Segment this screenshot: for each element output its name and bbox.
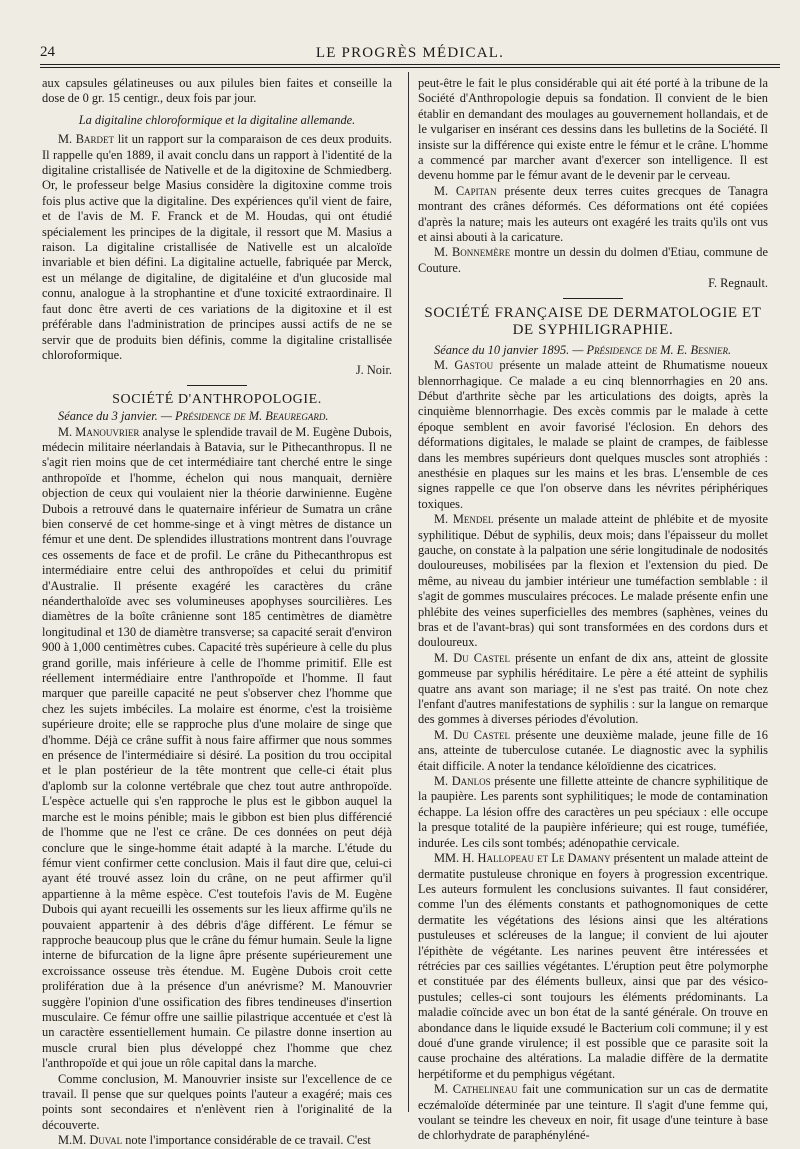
- speaker-name: M. Manouvrier: [58, 424, 140, 439]
- speaker-name: M. Bonnemère: [434, 245, 511, 260]
- speaker-name: M. Mendel: [434, 512, 494, 527]
- paragraph: M. Mendel présente un malade atteint de phlébite et de myosite syphilitique. Début de syphilis, deux mois; dans l'épaisseur du mollet gauche, on constate à la palpation une série longitudinale de nodosités douloureuses, mobilisées par la flexion et l'extension du pied. De même, au niveau du jambier intérieur une tuméfaction semblable : il s'agit de gommes musculaires précoces. Le malade présente enfin une phlébite des veines superficielles des membres (saphènes, veines du bras et de l'avant-bras) qui sont transformées en des cordons durs et douloureux.: [418, 512, 768, 650]
- section-subheading: La digitaline chloroformique et la digitaline allemande.: [78, 112, 356, 127]
- speaker-name: M. Du Castel: [434, 650, 510, 665]
- speaker-name: M. Bardet: [58, 132, 115, 147]
- speaker-name: M. Gastou: [434, 358, 494, 373]
- header-rule: [40, 64, 780, 65]
- signature: F. Regnault.: [708, 276, 768, 291]
- speaker-name: M. Capitan: [434, 183, 497, 198]
- paragraph: M. Du Castel présente un enfant de dix ans, atteint de glossite gommeuse par syphilis héréditaire. Le père a été atteint de syphilis quatre ans avant son mariage; il ne s'est pas traité. On note chez l'enfant d'autres manifestations de syphilis : sur la langue on remarque des gommes à diverses périodes d'évolution.: [418, 650, 768, 727]
- column-divider: [408, 72, 409, 1112]
- speaker-name: M. Danlos: [434, 774, 491, 789]
- speaker-name: M.M. Duval: [58, 1133, 123, 1148]
- session-line: Séance du 3 janvier. — Présidence de M. Beauregard.: [58, 409, 329, 424]
- society-title: SOCIÉTÉ FRANÇAISE DE DERMATOLOGIE ET DE SYPHILIGRAPHIE.: [424, 304, 762, 338]
- section-separator: [563, 298, 623, 299]
- speaker-name: MM. H. Hallopeau et Le Damany: [434, 851, 611, 866]
- paragraph: M. Bonnemère montre un dessin du dolmen d'Etiau, commune de Couture.: [418, 245, 768, 275]
- left-column: [42, 76, 392, 1149]
- section-separator: [187, 385, 247, 386]
- society-title: SOCIÉTÉ D'ANTHROPOLOGIE.: [112, 391, 322, 407]
- paragraph: MM. H. Hallopeau et Le Damany présentent un malade atteint de dermatite pustuleuse chronique en foyers à progression excentrique. Les auteurs formulent les conclusions suivantes. Il faut considérer, comme l'un des éléments constants et pathognomoniques de cette dermatite les végétations des lésions ainsi que les altérations pustuleuses et scléreuses de la langue; il convient de lui ajouter l'épithète de végétante. Les narines peuvent être intéressées et rétrécies par ces saillies végétantes. L'éruption peut être polymorphe et constituée par des éléments bulleux, ainsi que par des vésico-pustules; celles-ci sont toujours les éléments prédominants. La maladie coïncide avec un bon état de la santé générale. On trouve en abondance dans le liquide exsudé le Bacterium coli commune; il y est doué d'une grande virulence; il est possible que ce parasite soit la cause prochaine des altérations. La maladie diffère de la dermatite herpétiforme et du pemphigus végétant.: [418, 851, 769, 1081]
- journal-title: LE PROGRÈS MÉDICAL.: [315, 45, 505, 61]
- session-line: Séance du 10 janvier 1895. — Présidence de M. E. Besnier.: [434, 342, 732, 357]
- paragraph: M. Danlos présente une fillette atteinte de chancre syphilitique de la paupière. Les parents sont syphilitiques; le mode de contamination échappe. La lésion offre des caractères un peu spéciaux : elle occupe la presque totalité de la paupière inférieure; qui est rouge, tuméfiée, indurée. Les cils sont tombés; adénopathie cervicale.: [418, 774, 768, 850]
- speaker-name: M. Cathelineau: [434, 1082, 518, 1097]
- signature: J. Noir.: [355, 363, 392, 378]
- paragraph: M. Cathelineau fait une communication sur un cas de dermatite eczémaloïde déterminée par une teinture. Il s'agit d'une femme qui, voulant se teindre les cheveux en noir, fit usage d'une teinture à base de chlorhydrate de paraphényléné-: [418, 1082, 768, 1143]
- paragraph: peut-être le fait le plus considérable qui ait été porté à la tribune de la Société d'Anthropologie depuis sa fondation. Il convient de le bien établir en demandant des moulages au gouvernement hollandais, et de le vulgariser en insérant ces dessins dans les bulletins de la Société. Il insiste sur la différence qui existe entre le fémur et le crâne. L'homme a commencé par marcher avant d'exercer son intelligence. Il est devenu homme par le fémur avant de le devenir par le cerveau.: [418, 76, 768, 183]
- paragraph: M. Gastou présente un malade atteint de Rhumatisme noueux blennorrhagique. Ce malade a eu cinq blennorrhagies en 20 ans. Début d'arthrite sèche par les articulations des doigts, après la cinquième blennorrhagie. Des excès commis par le malade à cette époque semblent en avoir favorisé l'éclosion. En dehors des déformations digitales, le malade se plaint de crampes, de faiblesse dans les membres supérieurs dont quelques muscles sont atrophiés : anesthésie en plaques sur les mains et les bras. L'ensemble de ces signes rappelle ce que l'on observe dans les névrites périphériques toxiques.: [418, 358, 768, 511]
- paragraph: Comme conclusion, M. Manouvrier insiste sur l'excellence de ce travail. Il pense que sur quelques points l'auteur a exagéré; mais ces points sont secondaires et n'enlèvent rien à l'originalité de la découverte.: [42, 1071, 392, 1132]
- paragraph: M. Du Castel présente une deuxième malade, jeune fille de 16 ans, atteinte de tuberculose cutanée. Le diagnostic avec la syphilis était difficile. A noter la tendance kéloïdienne des cicatrices.: [418, 727, 768, 773]
- page-number: 24: [40, 44, 55, 60]
- paragraph: aux capsules gélatineuses ou aux pilules bien faites et conseille la dose de 0 gr. 15 centigr., deux fois par jour.: [42, 76, 392, 106]
- speaker-name: M. Du Castel: [434, 727, 511, 742]
- paragraph: M. Manouvrier analyse le splendide travail de M. Eugène Dubois, médecin militaire néerlandais à Batavia, sur le Pithecanthropus. Il ne s'agit rien moins que de cet intermédiaire tant cherché entre le singe anthropoïde et l'homme, échelon qui nous manquait, dernière objection de ceux qui voulaient nier la théorie darwinienne. Eugène Dubois a retrouvé dans le quaternaire inférieur de Sumatra un crâne bien conservé de cet homme-singe et à vingt mètres de distance un fémur et une dent. De splendides illustrations montrent dans l'ouvrage ces ossements de face et de profil. Le crâne du Pithecanthropus est intermédiaire entre celui des anthropoïdes et celui du primitif d'Australie. Il présente exagéré les caractères du crâne néanderthaloïde avec ses volumineuses apophyses sourcilières. Les diamètres de la boîte crânienne sont 185 centimètres de diamètre longitudinal et 130 de diamètre transverse; sa capacité serait d'environ 900 à 1,000 centimètres cubes. Capacité très supérieure à celle du plus grand gorille, mais inférieure à celle de l'homme primitif. Elle est réellement intermédiaire entre l'anthropoïde et l'homme. Il faut marquer que pareille capacité ne peut s'observer chez l'homme que chez les sujets imbéciles. La molaire est énorme, c'est la troisième supérieure droite; elle se rapproche plus d'une molaire de singe que d'homme. Déjà ce crâne suffit à nous faire affirmer que nous sommes en présence de l'intermédiaire si désiré. La position du trou occipital et le plan postérieur de la tête montrent que celle-ci était plus d'aplomb sur la colonne vertébrale que chez tout autre anthropoïde. L'espèce actuelle qui s'en rapproche le plus est le gibbon auquel la marche est le moins pénible; mais le gibbon est bien plus différencié de l'homme que ne l'est ce crâne. De ces données on peut déjà conclure que le singe-homme était adapté à la marche. L'étude du fémur vient confirmer cette conclusion. Mais il faut dire que, celui-ci ayant été trouvé assez loin du crâne, on ne peut affirmer qu'il appartienne à la même espèce. C'est toutefois l'avis de M. Eugène Dubois qui ayant recueilli les ossements sur les lieux affirme qu'ils ne pouvaient appartenir à des débris d'âge différent. Le fémur se rapproche beaucoup plus que le crâne du fémur humain. Seule la ligne interne de bifurcation de la ligne âpre présente supérieurement une excroissance osseuse très étendue. M. Eugène Dubois croit cette prolifération due à la présence d'un anévrisme? M. Manouvrier suggère l'opinion d'une ossification des fibres tendineuses d'insertion musculaire. Ce fémur offre une saillie pilastrique accentuée et c'est là un caractère essentiellement humain. Ce pilastre donne insertion au muscle crural bien plus développé chez l'homme que chez l'anthropoïde et qui joue un rôle capital dans la marche.: [42, 424, 392, 1071]
- right-column: [418, 76, 768, 1144]
- paragraph: M.M. Duval note l'importance considérable de ce travail. C'est: [58, 1133, 371, 1148]
- paragraph: M. Bardet lit un rapport sur la comparaison de ces deux produits. Il rappelle qu'en 1889, il avait conclu dans un rapport à l'identité de la digitaline cristallisée de Nativelle et de la digitoxine de Schmiedberg. Or, le professeur belge Masius considère la digitoxine comme trois fois plus active que la digitaline. Des expériences qu'il vient de faire, et de l'avis de M. F. Franck et de M. Houdas, qui ont étudié spécialement les principes de la digitale, il ressort que M. Masius a raison. La digitaline cristallisée de Nativelle est un alcaloïde invariable et bien défini. La digitaline actuelle, fabriquée par Merck, est un mélange de digitaline, de digitaléine et d'un glucoside mal connu, analogue à la strophantine et d'une toxicité extraordinaire. Il faut donc être averti de ces variations de la digitoxine et il est préférable dans l'administration de principes aussi actifs de ne se servir que de produits bien définis, comme la digitaline cristallisée chloroformique.: [42, 132, 392, 362]
- paragraph: M. Capitan présente deux terres cuites grecques de Tanagra montrant des crânes déformés. Ces déformations ont été copiées d'après la nature; mais les auteurs ont exagéré les traits qu'ils ont vus et ainsi abouti à la caricature.: [418, 183, 768, 245]
- page-header: [40, 42, 780, 64]
- header-rule-double: [40, 67, 780, 68]
